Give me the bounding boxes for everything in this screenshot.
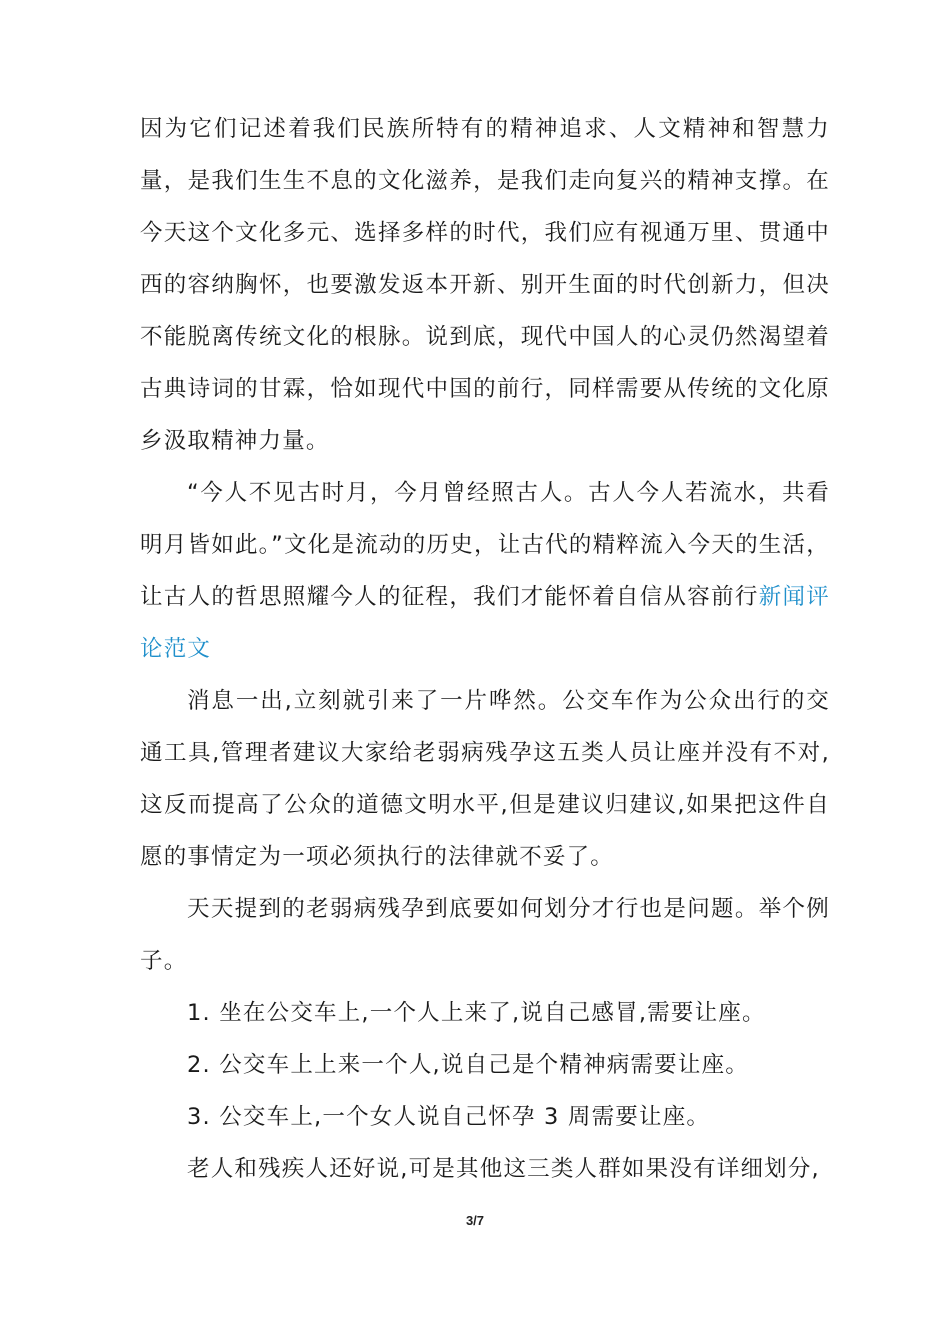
list-item-1: 1. 坐在公交车上,一个人上来了,说自己感冒,需要让座。 [187, 1000, 766, 1026]
news-commentary-link[interactable]: 新闻评论范文 [140, 584, 830, 662]
paragraph-2 [140, 467, 830, 675]
document-body [140, 103, 830, 1195]
paragraph-4: 天天提到的老弱病残孕到底要如何划分才行也是问题。举个例子。 [140, 896, 830, 974]
paragraph-1: 因为它们记述着我们民族所特有的精神追求、人文精神和智慧力量，是我们生生不息的文化滋养，是我们走向复兴的精神支撑。在今天这个文化多元、选择多样的时代，我们应有视通万里、贯通中西的容纳胸怀，也要激发返本开新、别开生面的时代创新力，但决不能脱离传统文化的根脉。说到底，现代中国人的心灵仍然渴望着古典诗词的甘霖，恰如现代中国的前行，同样需要从传统的文化原乡汲取精神力量。 [140, 116, 830, 454]
list-item-2: 2. 公交车上上来一个人,说自己是个精神病需要让座。 [187, 1052, 749, 1078]
list-item-3: 3. 公交车上,一个女人说自己怀孕 3 周需要让座。 [187, 1104, 711, 1130]
page-number: 3/7 [465, 1213, 485, 1228]
paragraph-2-text: “今人不见古时月，今月曾经照古人。古人今人若流水，共看明月皆如此。”文化是流动的历史，让古代的精粹流入今天的生活，让古人的哲思照耀今人的征程，我们才能怀着自信从容前行 [140, 480, 830, 610]
paragraph-3: 消息一出,立刻就引来了一片哗然。公交车作为公众出行的交通工具,管理者建议大家给老弱病残孕这五类人员让座并没有不对,这反而提高了公众的道德文明水平,但是建议归建议,如果把这件自愿的事情定为一项必须执行的法律就不妥了。 [140, 688, 830, 870]
paragraph-5: 老人和残疾人还好说,可是其他这三类人群如果没有详细划分, [187, 1156, 820, 1182]
